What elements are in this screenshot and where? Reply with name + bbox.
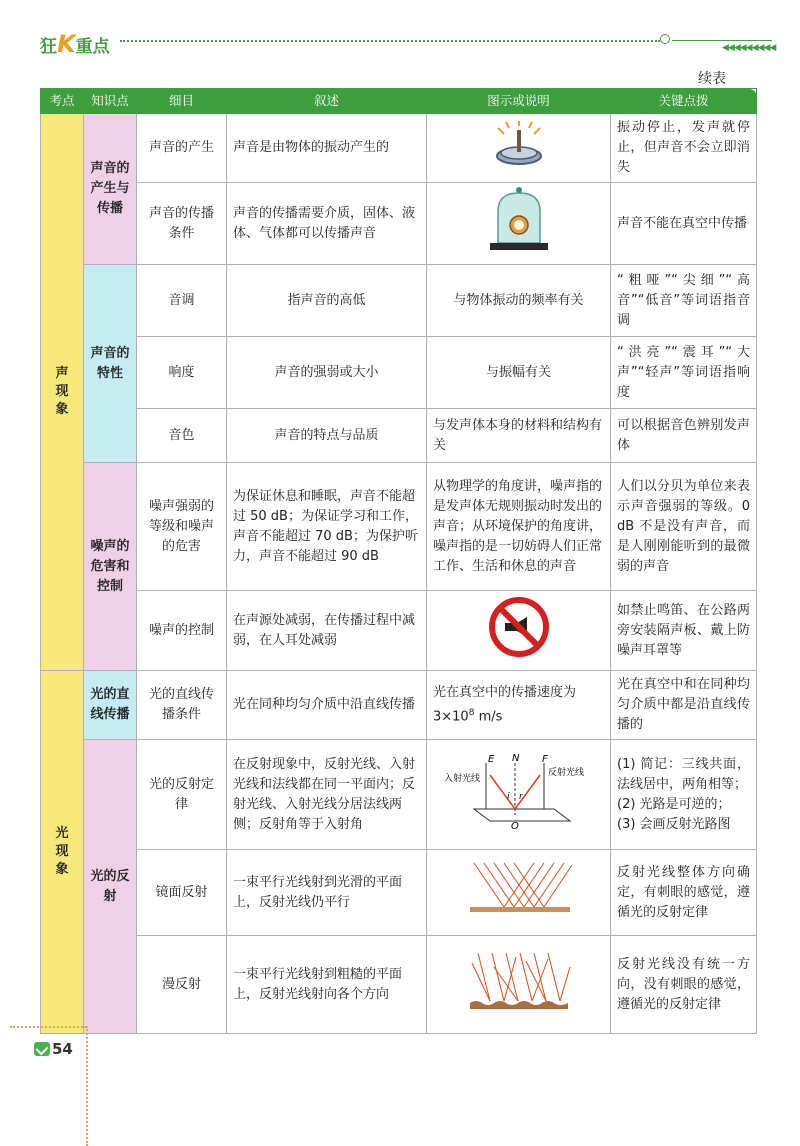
item-cell: 音色 — [137, 409, 227, 463]
key-point-cell: “粗哑”“尖细”“高音”“低音”等词语指音调 — [611, 265, 757, 337]
reflection-law-diagram — [444, 751, 594, 831]
label-o: O — [510, 821, 519, 831]
label-f: F — [541, 754, 548, 765]
item-cell: 响度 — [137, 337, 227, 409]
table-row — [41, 183, 757, 265]
knowledge-sound-production: 声音的产生与传播 — [84, 114, 137, 265]
knowledge-light-straight: 光的直线传播 — [84, 671, 137, 740]
item-cell: 声音的产生 — [137, 114, 227, 183]
table-header-row — [41, 89, 757, 114]
no-horn-sign-icon — [487, 595, 551, 659]
table-row — [41, 409, 757, 463]
reflection-diagram-cell — [427, 740, 611, 850]
bell-jar-figure-cell — [427, 183, 611, 265]
col-header-topic: 考点 — [41, 89, 84, 114]
table-row — [41, 850, 757, 936]
no-horn-figure-cell — [427, 591, 611, 671]
table-row — [41, 463, 757, 591]
table-row — [41, 591, 757, 671]
label-e: E — [487, 754, 494, 765]
item-cell: 音调 — [137, 265, 227, 337]
vibrating-bell-image — [484, 120, 554, 170]
item-cell: 噪声的控制 — [137, 591, 227, 671]
label-r: r — [518, 792, 523, 802]
statement-cell: 声音的强弱或大小 — [227, 337, 427, 409]
figure-text-cell: 与振幅有关 — [427, 337, 611, 409]
brand-logo — [40, 30, 110, 58]
key-point-cell: 振动停止，发声就停止，但声音不会立即消失 — [611, 114, 757, 183]
table-row — [41, 265, 757, 337]
statement-cell: 为保证休息和睡眠，声音不能超过 50 dB；为保证学习和工作，声音不能超过 70 dB；为保护听力，声音不能超过 90 dB — [227, 463, 427, 591]
logo-k: K — [57, 30, 76, 58]
category-sound: 声现象 — [41, 114, 84, 671]
col-header-figure: 图示或说明 — [427, 89, 611, 114]
header-arrows-ornament: ◀◀◀◀◀◀◀◀◀ — [722, 43, 776, 53]
specular-reflection-figure-cell — [427, 850, 611, 936]
table-row — [41, 671, 757, 740]
label-n: N — [511, 753, 519, 764]
header-dotted-line — [120, 40, 660, 42]
footer-dotted-vertical — [86, 1026, 88, 1146]
page-number-text: 54 — [52, 1040, 73, 1058]
page-number — [34, 1040, 73, 1058]
key-point-cell: 人们以分贝为单位来表示声音强弱的等级。0 dB 不是没有声音，而是人刚刚能听到的最微弱的声音 — [611, 463, 757, 591]
diffuse-reflection-diagram — [464, 949, 574, 1013]
statement-cell: 在反射现象中，反射光线、入射光线和法线都在同一平面内；反射光线、入射光线分居法线两侧；反射角等于入射角 — [227, 740, 427, 850]
figure-text-cell: 从物理学的角度讲，噪声指的是发声体无规则振动时发出的声音；从环境保护的角度讲，噪声指的是一切妨碍人们正常工作、生活和休息的声音 — [427, 463, 611, 591]
statement-cell: 声音的传播需要介质，固体、液体、气体都可以传播声音 — [227, 183, 427, 265]
logo-suffix: 重点 — [75, 37, 110, 57]
knowledge-sound-characteristics: 声音的特性 — [84, 265, 137, 463]
knowledge-light-reflection: 光的反射 — [84, 740, 137, 1034]
knowledge-noise-control: 噪声的危害和控制 — [84, 463, 137, 671]
logo-prefix: 狂 — [40, 37, 57, 57]
specular-reflection-diagram — [464, 859, 574, 919]
table-row — [41, 114, 757, 183]
label-incident-ray: 入射光线 — [443, 774, 480, 784]
label-i: i — [506, 792, 510, 802]
statement-cell: 光在同种均匀介质中沿直线传播 — [227, 671, 427, 740]
category-light: 光现象 — [41, 671, 84, 1034]
item-cell: 光的反射定律 — [137, 740, 227, 850]
key-point-cell: 声音不能在真空中传播 — [611, 183, 757, 265]
label-reflected-ray: 反射光线 — [547, 768, 584, 778]
figure-text-cell: 与发声体本身的材料和结构有关 — [427, 409, 611, 463]
footer-dotted-line — [10, 1026, 86, 1028]
col-header-item: 细目 — [137, 89, 227, 114]
table-row — [41, 337, 757, 409]
item-cell: 声音的传播条件 — [137, 183, 227, 265]
page-check-icon — [34, 1042, 50, 1056]
key-point-cell: 反射光线没有统一方向，没有刺眼的感觉，遵循光的反射定律 — [611, 936, 757, 1034]
col-header-key-points: 关键点拨 — [611, 89, 757, 114]
col-header-knowledge: 知识点 — [84, 89, 137, 114]
tuning-fork-figure-cell — [427, 114, 611, 183]
statement-cell: 一束平行光线射到光滑的平面上，反射光线仍平行 — [227, 850, 427, 936]
key-point-cell: 反射光线整体方向确定，有刺眼的感觉，遵循光的反射定律 — [611, 850, 757, 936]
col-header-statement: 叙述 — [227, 89, 427, 114]
statement-cell: 声音的特点与品质 — [227, 409, 427, 463]
key-point-cell: 可以根据音色辨别发声体 — [611, 409, 757, 463]
item-cell: 噪声强弱的等级和噪声的危害 — [137, 463, 227, 591]
item-cell: 镜面反射 — [137, 850, 227, 936]
item-cell: 光的直线传播条件 — [137, 671, 227, 740]
statement-cell: 一束平行光线射到粗糙的平面上，反射光线射向各个方向 — [227, 936, 427, 1034]
table-row — [41, 740, 757, 850]
key-point-cell: “洪亮”“震耳”“大声”“轻声”等词语指响度 — [611, 337, 757, 409]
figure-text-cell: 与物体振动的频率有关 — [427, 265, 611, 337]
header-rule — [672, 40, 772, 41]
continued-label: 续表 — [698, 71, 726, 87]
key-point-cell: 光在真空中和在同种均匀介质中都是沿直线传播的 — [611, 671, 757, 740]
bell-jar-image — [484, 187, 554, 253]
statement-cell: 指声音的高低 — [227, 265, 427, 337]
statement-cell: 在声源处减弱，在传播过程中减弱，在人耳处减弱 — [227, 591, 427, 671]
diffuse-reflection-figure-cell — [427, 936, 611, 1034]
knowledge-table — [40, 88, 757, 1034]
statement-cell: 声音是由物体的振动产生的 — [227, 114, 427, 183]
item-cell: 漫反射 — [137, 936, 227, 1034]
figure-text-cell: 光在真空中的传播速度为 $3\times 10^8$ m/s — [427, 671, 611, 740]
header-circle-ornament — [660, 34, 670, 44]
key-point-cell: 如禁止鸣笛、在公路两旁安装隔声板、戴上防噪声耳罩等 — [611, 591, 757, 671]
table-row — [41, 936, 757, 1034]
key-point-cell: (1) 简记：三线共面，法线居中，两角相等； (2) 光路是可逆的； (3) 会画反射光路图 — [611, 740, 757, 850]
